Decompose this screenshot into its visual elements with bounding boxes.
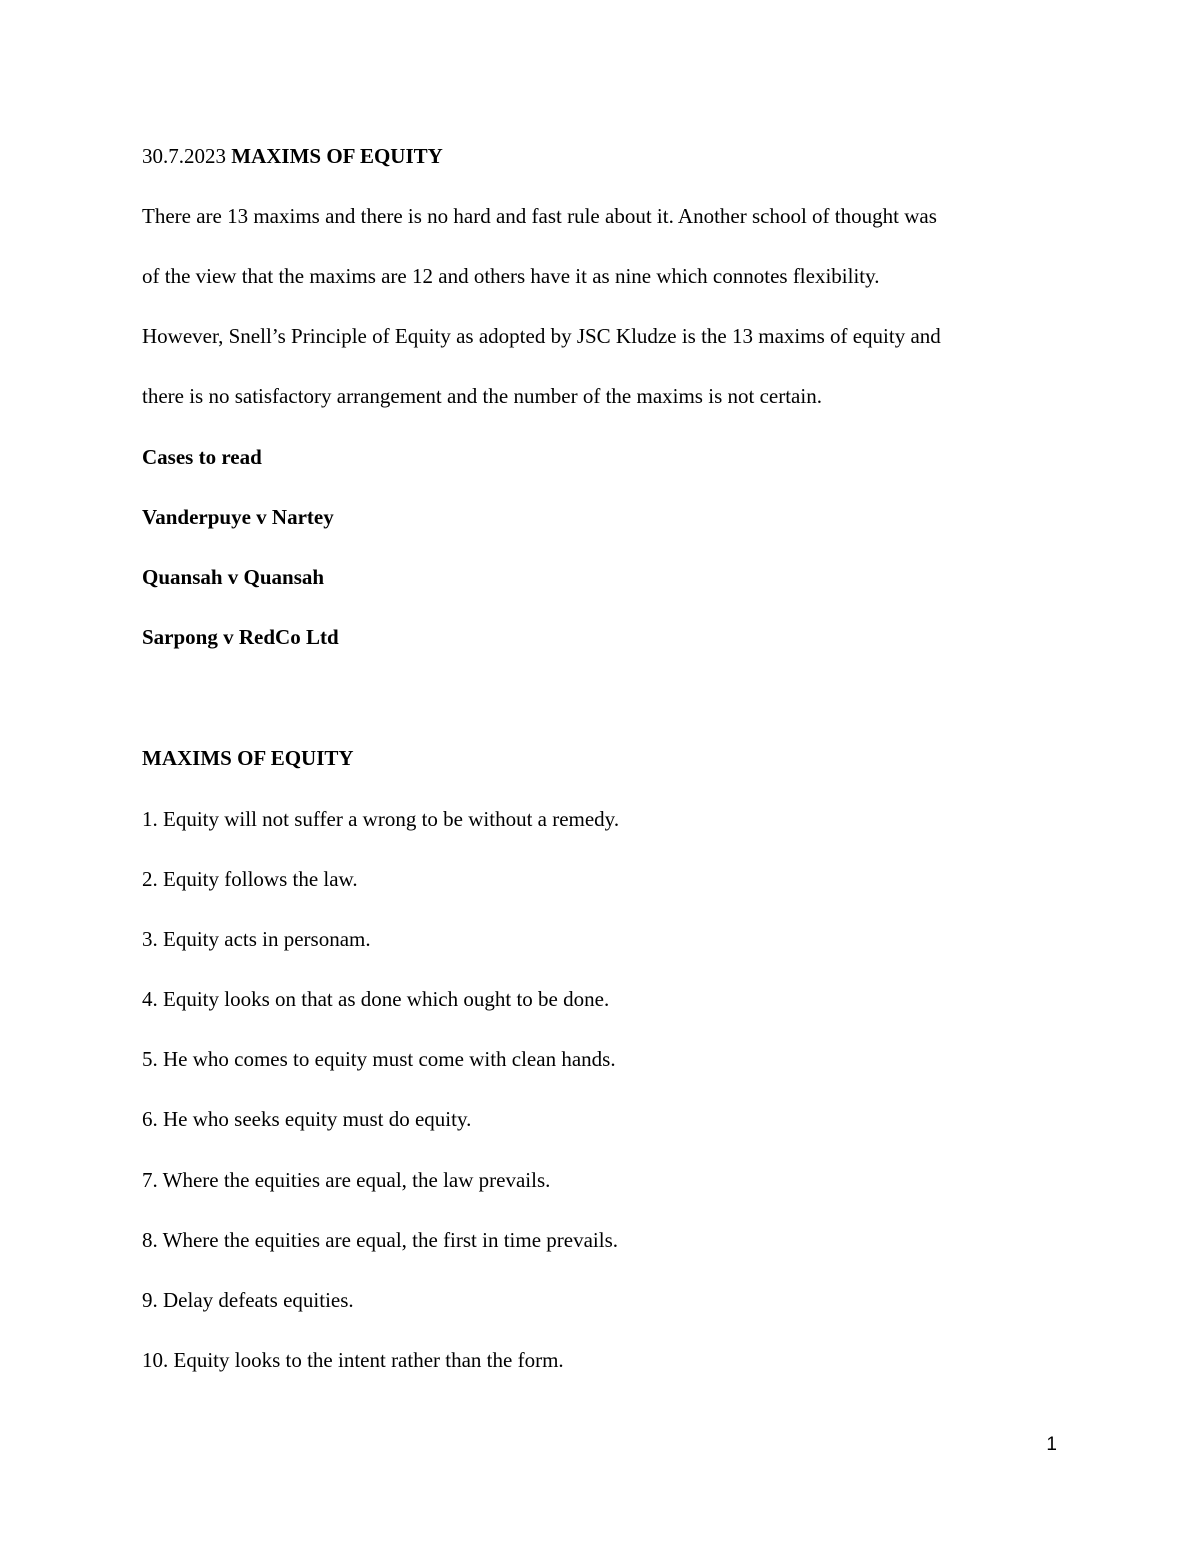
intro-line: there is no satisfactory arrangement and the number of the maxims is not certain. [142,384,822,408]
maxim-item: 4. Equity looks on that as done which ought to be done. [142,987,610,1011]
heading-title: MAXIMS OF EQUITY [231,144,443,168]
heading-date: 30.7.2023 [142,144,226,168]
case-item: Sarpong v RedCo Ltd [142,625,339,649]
case-item: Vanderpuye v Nartey [142,505,334,529]
maxim-item: 9. Delay defeats equities. [142,1288,354,1312]
maxim-item: 3. Equity acts in personam. [142,927,371,951]
case-item: Quansah v Quansah [142,565,325,589]
page-number: 1 [1046,1434,1057,1455]
maxims-heading: MAXIMS OF EQUITY [142,746,354,770]
intro-line: However, Snell’s Principle of Equity as adopted by JSC Kludze is the 13 maxims of equity and [142,324,941,348]
maxim-item: 1. Equity will not suffer a wrong to be without a remedy. [142,807,620,831]
maxim-item: 6. He who seeks equity must do equity. [142,1107,472,1131]
maxim-item: 10. Equity looks to the intent rather than the form. [142,1348,564,1372]
cases-heading: Cases to read [142,445,262,469]
maxim-item: 5. He who comes to equity must come with clean hands. [142,1047,616,1071]
intro-line: of the view that the maxims are 12 and others have it as nine which connotes flexibility. [142,264,880,288]
maxim-item: 2. Equity follows the law. [142,867,358,891]
maxim-item: 7. Where the equities are equal, the law prevails. [142,1168,551,1192]
document-heading [142,142,443,170]
maxim-item: 8. Where the equities are equal, the first in time prevails. [142,1228,619,1252]
intro-line: There are 13 maxims and there is no hard and fast rule about it. Another school of thought was [142,204,937,228]
